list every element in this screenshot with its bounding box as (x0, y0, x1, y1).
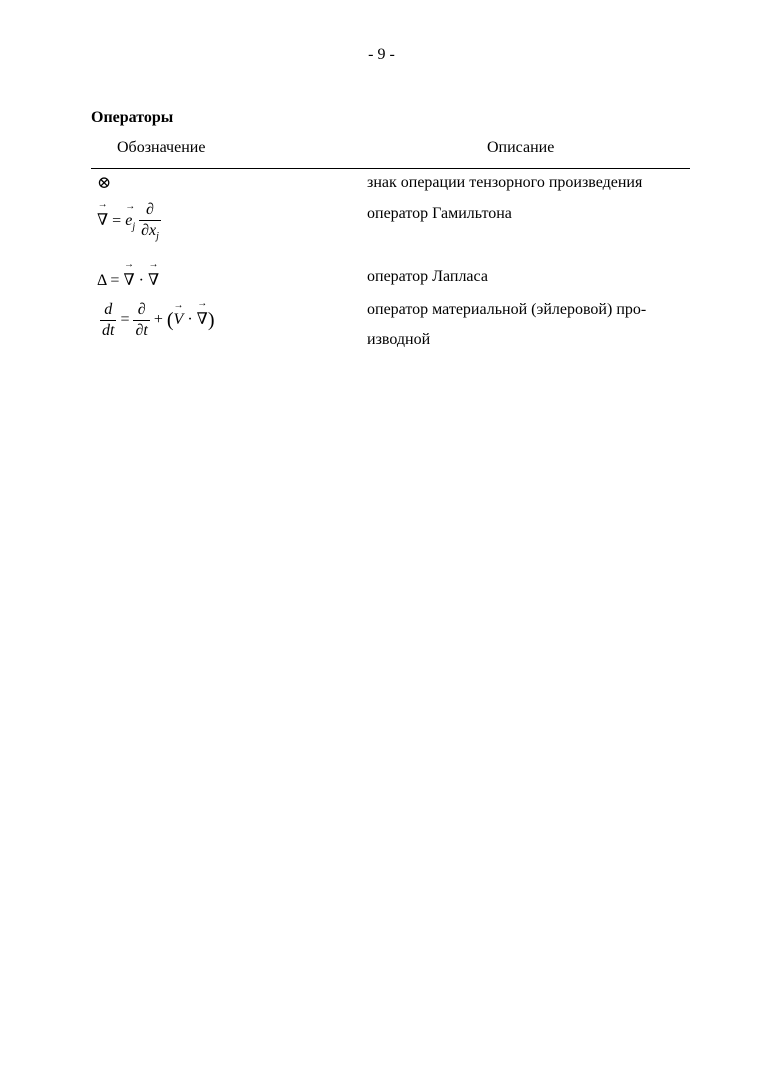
laplace-formula: Δ = → ∇ · → ∇ (97, 270, 159, 290)
row-description: оператор Лапласа (367, 268, 488, 285)
row-description: знак операции тензорного произведения (367, 174, 643, 191)
section-title: Операторы (91, 109, 174, 126)
row-description: оператор материальной (эйлеровой) про-изводной (367, 301, 647, 348)
page-number: - 9 - (368, 46, 395, 63)
column-header-description: Описание (487, 139, 555, 156)
hamilton-formula: → ∇ = → $e_j$ $\frac{\partial}{\partial x_j}$ (97, 201, 161, 242)
column-header-symbol: Обозначение (117, 139, 206, 156)
tensor-product-symbol: ⊗ (97, 173, 112, 192)
material-derivative-formula: $\frac{d}{dt}$ = $\frac{\partial}{\partial t}$ + (→ V · → ∇) (100, 301, 215, 340)
row-description: оператор Гамильтона (367, 205, 512, 222)
